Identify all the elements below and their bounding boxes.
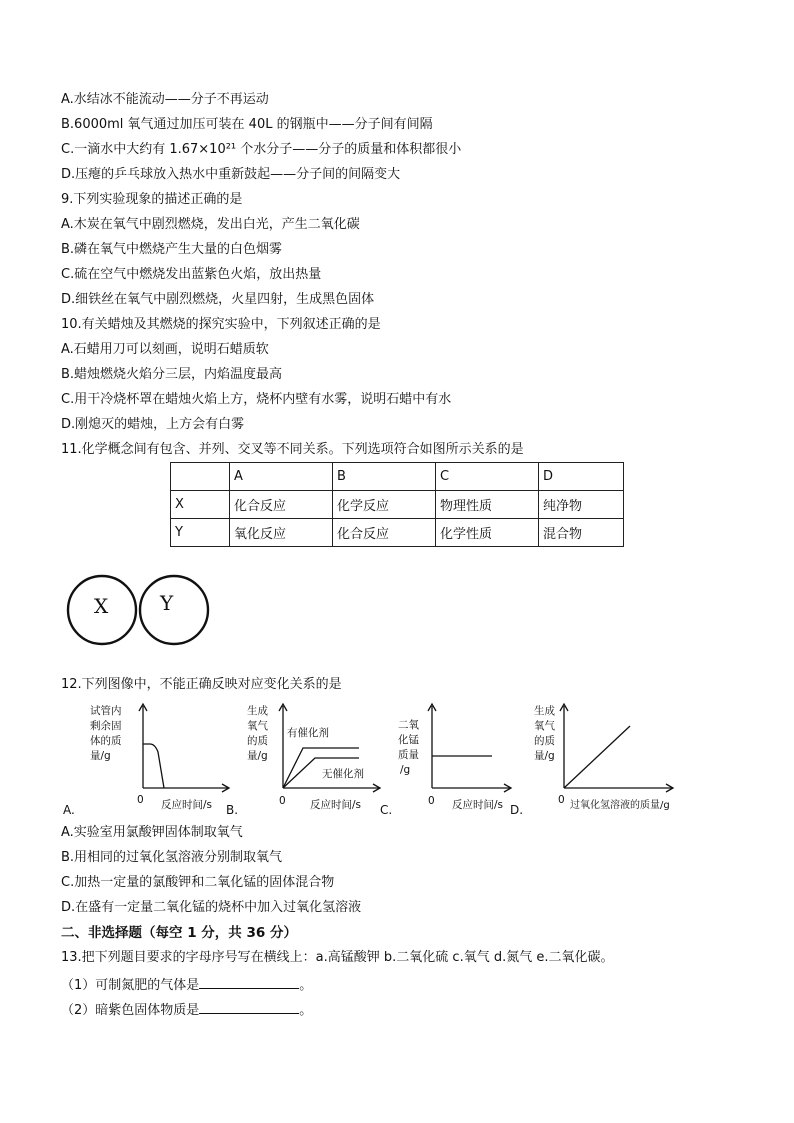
graph-a-origin: 0 (137, 794, 144, 806)
q9-option-c: C.硫在空气中燃烧发出蓝紫色火焰，放出热量 (61, 267, 322, 282)
graph-b-ylabel-line: 氧气 (247, 720, 268, 732)
q9-option-b: B.磷在氧气中燃烧产生大量的白色烟雾 (61, 242, 283, 257)
graph-d-ylabel-line: 生成 (534, 705, 555, 717)
table-cell: 混合物 (539, 519, 624, 547)
q8-option-a: A.水结冰不能流动——分子不再运动 (61, 92, 269, 107)
graph-b-ylabel-line: 生成 (247, 705, 268, 717)
graph-c-letter: C. (380, 803, 393, 817)
table-cell: 化学反应 (333, 491, 436, 519)
graph-d-ylabel-line: 氧气 (534, 720, 555, 732)
q8-option-c: C.一滴水中大约有 1.67×10²¹ 个水分子——分子的质量和体积都很小 (61, 142, 462, 157)
graph-a-ylabel-line: 量/g (90, 750, 111, 762)
table-cell: 化合反应 (230, 491, 333, 519)
graph-a-ylabel-line: 试管内 (90, 705, 122, 717)
graph-b-curve-label: 无催化剂 (322, 768, 364, 780)
graph-d (532, 700, 682, 812)
graph-d-origin: 0 (558, 794, 565, 806)
q12-option-d: D.在盛有一定量二氧化锰的烧杯中加入过氧化氢溶液 (61, 900, 362, 915)
table-cell: B (333, 463, 436, 491)
table-row (171, 519, 624, 547)
q10-stem: 10.有关蜡烛及其燃烧的探究实验中，下列叙述正确的是 (61, 317, 381, 332)
answer-blank[interactable] (199, 1000, 299, 1014)
graph-a-letter: A. (63, 803, 75, 817)
graph-d-xlabel: 过氧化氢溶液的质量/g (570, 800, 670, 811)
table-cell: Y (171, 519, 230, 547)
graph-d-letter: D. (510, 803, 524, 817)
graph-b-curve-label: 有催化剂 (287, 727, 329, 739)
q9-option-d: D.细铁丝在氧气中剧烈燃烧，火星四射，生成黑色固体 (61, 292, 375, 307)
q12-option-b: B.用相同的过氧化氢溶液分别制取氧气 (61, 850, 283, 865)
q9-stem: 9.下列实验现象的描述正确的是 (61, 192, 243, 207)
table-cell (171, 463, 230, 491)
graph-a-curve (143, 744, 164, 788)
venn-circle-y (140, 576, 208, 644)
q10-option-b: B.蜡烛燃烧火焰分三层，内焰温度最高 (61, 367, 283, 382)
graph-b-ylabel-line: 量/g (247, 750, 268, 762)
graph-c-ylabel-line: 化锰 (398, 734, 419, 746)
graph-c-xlabel: 反应时间/s (452, 799, 504, 811)
venn-label-x: X (94, 594, 109, 618)
graph-a-xlabel: 反应时间/s (161, 799, 213, 811)
graph-d-line (564, 726, 630, 788)
graph-d-ylabel-line: 的质 (534, 735, 555, 747)
q12-stem: 12.下列图像中，不能正确反映对应变化关系的是 (61, 677, 342, 692)
q12-option-a: A.实验室用氯酸钾固体制取氧气 (61, 825, 243, 840)
table-cell: 氧化反应 (230, 519, 333, 547)
table-cell: X (171, 491, 230, 519)
table-cell: C (436, 463, 539, 491)
graph-b-letter: B. (226, 803, 239, 817)
graph-c-origin: 0 (428, 795, 435, 807)
table-cell: D (539, 463, 624, 491)
q9-option-a: A.木炭在氧气中剧烈燃烧，发出白光，产生二氧化碳 (61, 217, 360, 232)
q13-item-2-end: 。 (299, 1003, 313, 1018)
graph-b-origin: 0 (279, 795, 286, 807)
graph-c-ylabel-line: 二氧 (398, 719, 419, 731)
q8-option-b: B.6000ml 氧气通过加压可装在 40L 的钢瓶中——分子间有间隔 (61, 117, 433, 132)
graph-a-ylabel-line: 体的质 (90, 735, 122, 747)
graph-d-ylabel-line: 量/g (534, 750, 555, 762)
graph-c-ylabel-line: /g (400, 764, 411, 776)
graph-a (88, 700, 233, 812)
graph-a-ylabel-line: 剩余固 (90, 720, 122, 732)
q10-option-d: D.刚熄灭的蜡烛，上方会有白雾 (61, 417, 245, 432)
table-cell: 物理性质 (436, 491, 539, 519)
graph-c (396, 700, 514, 812)
q13-item-1 (61, 975, 312, 994)
table-cell: 化合反应 (333, 519, 436, 547)
q13-stem: 13.把下列题目要求的字母序号写在横线上：a.高锰酸钾 b.二氧化硫 c.氧气 d.氮气 e.二氧化碳。 (61, 950, 614, 965)
venn-label-y: Y (160, 591, 174, 615)
table-cell: A (230, 463, 333, 491)
table-cell: 纯净物 (539, 491, 624, 519)
graph-b-ylabel-line: 的质 (247, 735, 268, 747)
table-row (171, 463, 624, 491)
q10-option-a: A.石蜡用刀可以刻画，说明石蜡质软 (61, 342, 269, 357)
venn-diagram (66, 568, 216, 658)
q8-option-d: D.压瘪的乒乓球放入热水中重新鼓起——分子间的间隔变大 (61, 167, 401, 182)
q13-item-1-end: 。 (299, 978, 313, 993)
q11-stem: 11.化学概念间有包含、并列、交叉等不同关系。下列选项符合如图所示关系的是 (61, 442, 524, 457)
q13-item-1-text: （1）可制氮肥的气体是 (61, 978, 200, 993)
table-cell: 化学性质 (436, 519, 539, 547)
q10-option-c: C.用干冷烧杯罩在蜡烛火焰上方，烧杯内壁有水雾，说明石蜡中有水 (61, 392, 452, 407)
graph-c-ylabel-line: 质量 (398, 749, 419, 761)
section-title: 二、非选择题（每空 1 分，共 36 分） (61, 925, 297, 941)
q13-item-2-text: （2）暗紫色固体物质是 (61, 1003, 200, 1018)
q12-option-c: C.加热一定量的氯酸钾和二氧化锰的固体混合物 (61, 875, 335, 890)
table-row (171, 491, 624, 519)
q11-options-table (170, 462, 624, 547)
q13-item-2 (61, 1000, 312, 1019)
graph-b (245, 700, 385, 812)
answer-blank[interactable] (199, 975, 299, 989)
graph-b-xlabel: 反应时间/s (310, 799, 362, 811)
